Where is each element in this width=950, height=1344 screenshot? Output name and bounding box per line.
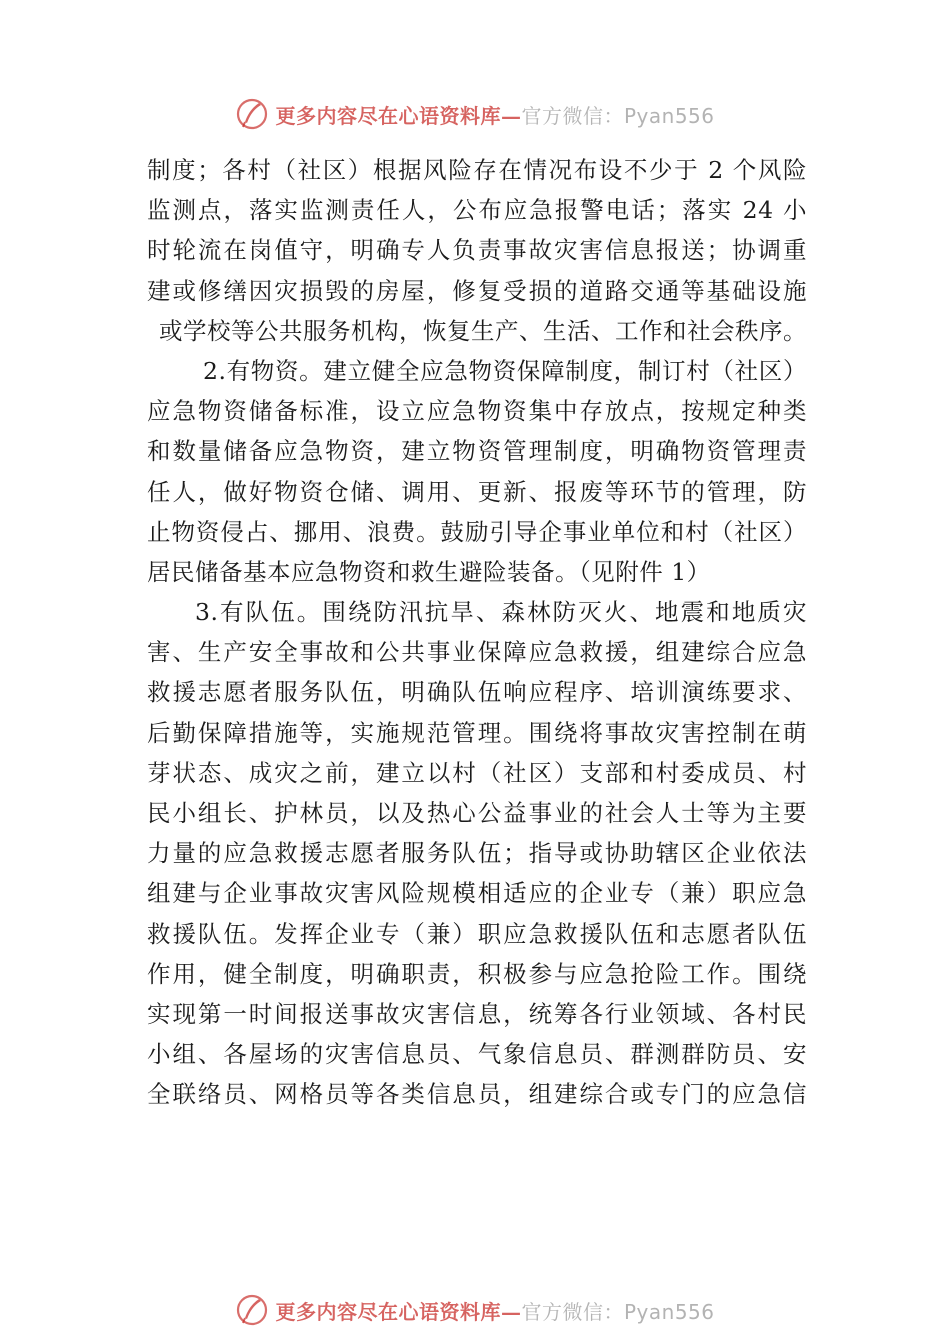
text-line: 任人，做好物资仓储、调用、更新、报废等环节的管理，防 bbox=[147, 477, 807, 506]
text-line: 救援队伍。发挥企业专（兼）职应急救援队伍和志愿者队伍 bbox=[147, 919, 807, 948]
text-line: 或学校等公共服务机构，恢复生产、生活、工作和社会秩序。 bbox=[159, 316, 807, 345]
text-line: 建或修缮因灾损毁的房屋，修复受损的道路交通等基础设施 bbox=[147, 276, 807, 305]
watermark-text bbox=[275, 1296, 714, 1325]
paragraph-heading-team: 3.有队伍。围绕防汛抗旱、森林防灭火、地震和地质灾 bbox=[195, 598, 807, 627]
quill-pen-circle-icon bbox=[235, 1293, 269, 1327]
text-line: 害、生产安全事故和公共事业保障应急救援，组建综合应急 bbox=[147, 638, 807, 667]
text-line: 组建与企业事故灾害风险规模相适应的企业专（兼）职应急 bbox=[147, 879, 807, 908]
text-line: 作用，健全制度，明确职责，积极参与应急抢险工作。围绕 bbox=[147, 959, 807, 988]
header-watermark bbox=[0, 94, 950, 134]
watermark-separator: — bbox=[500, 103, 522, 128]
watermark-text bbox=[275, 100, 714, 129]
text-line: 力量的应急救援志愿者服务队伍；指导或协助辖区企业依法 bbox=[147, 839, 807, 868]
watermark-separator: — bbox=[500, 1299, 522, 1324]
text-line: 监测点，落实监测责任人，公布应急报警电话；落实 24 小 bbox=[147, 196, 807, 225]
watermark-handle: Pyan556 bbox=[623, 103, 715, 128]
text-line: 小组、各屋场的灾害信息员、气象信息员、群测群防员、安 bbox=[147, 1040, 807, 1069]
text-line: 救援志愿者服务队伍，明确队伍响应程序、培训演练要求、 bbox=[147, 678, 807, 707]
text-line: 民小组长、护林员，以及热心公益事业的社会人士等为主要 bbox=[147, 799, 807, 827]
text-line: 应急物资储备标准，设立应急物资集中存放点，按规定种类 bbox=[147, 397, 807, 426]
text-line: 和数量储备应急物资，建立物资管理制度，明确物资管理责 bbox=[147, 437, 807, 466]
watermark-handle: Pyan556 bbox=[623, 1299, 715, 1324]
watermark-label: 官方微信： bbox=[521, 103, 624, 128]
text-line: 居民储备基本应急物资和救生避险装备。（见附件 1） bbox=[147, 557, 711, 586]
text-line: 实现第一时间报送事故灾害信息，统筹各行业领域、各村民 bbox=[147, 999, 807, 1028]
quill-pen-circle-icon bbox=[235, 97, 269, 131]
watermark-brand: 更多内容尽在心语资料库 bbox=[275, 103, 501, 128]
document-body bbox=[147, 150, 807, 1115]
watermark-brand: 更多内容尽在心语资料库 bbox=[275, 1299, 501, 1324]
watermark-label: 官方微信： bbox=[521, 1299, 624, 1324]
footer-watermark bbox=[0, 1290, 950, 1330]
text-line: 芽状态、成灾之前，建立以村（社区）支部和村委成员、村 bbox=[147, 758, 807, 787]
text-line: 止物资侵占、挪用、浪费。鼓励引导企事业单位和村（社区） bbox=[147, 517, 807, 546]
paragraph-heading-supplies: 2.有物资。建立健全应急物资保障制度，制订村（社区） bbox=[203, 356, 807, 385]
text-line: 制度；各村（社区）根据风险存在情况布设不少于 2 个风险 bbox=[147, 156, 807, 184]
text-line: 全联络员、网格员等各类信息员，组建综合或专门的应急信 bbox=[147, 1080, 807, 1109]
text-line: 后勤保障措施等，实施规范管理。围绕将事故灾害控制在萌 bbox=[147, 718, 807, 747]
text-line: 时轮流在岗值守，明确专人负责事故灾害信息报送；协调重 bbox=[147, 236, 807, 265]
